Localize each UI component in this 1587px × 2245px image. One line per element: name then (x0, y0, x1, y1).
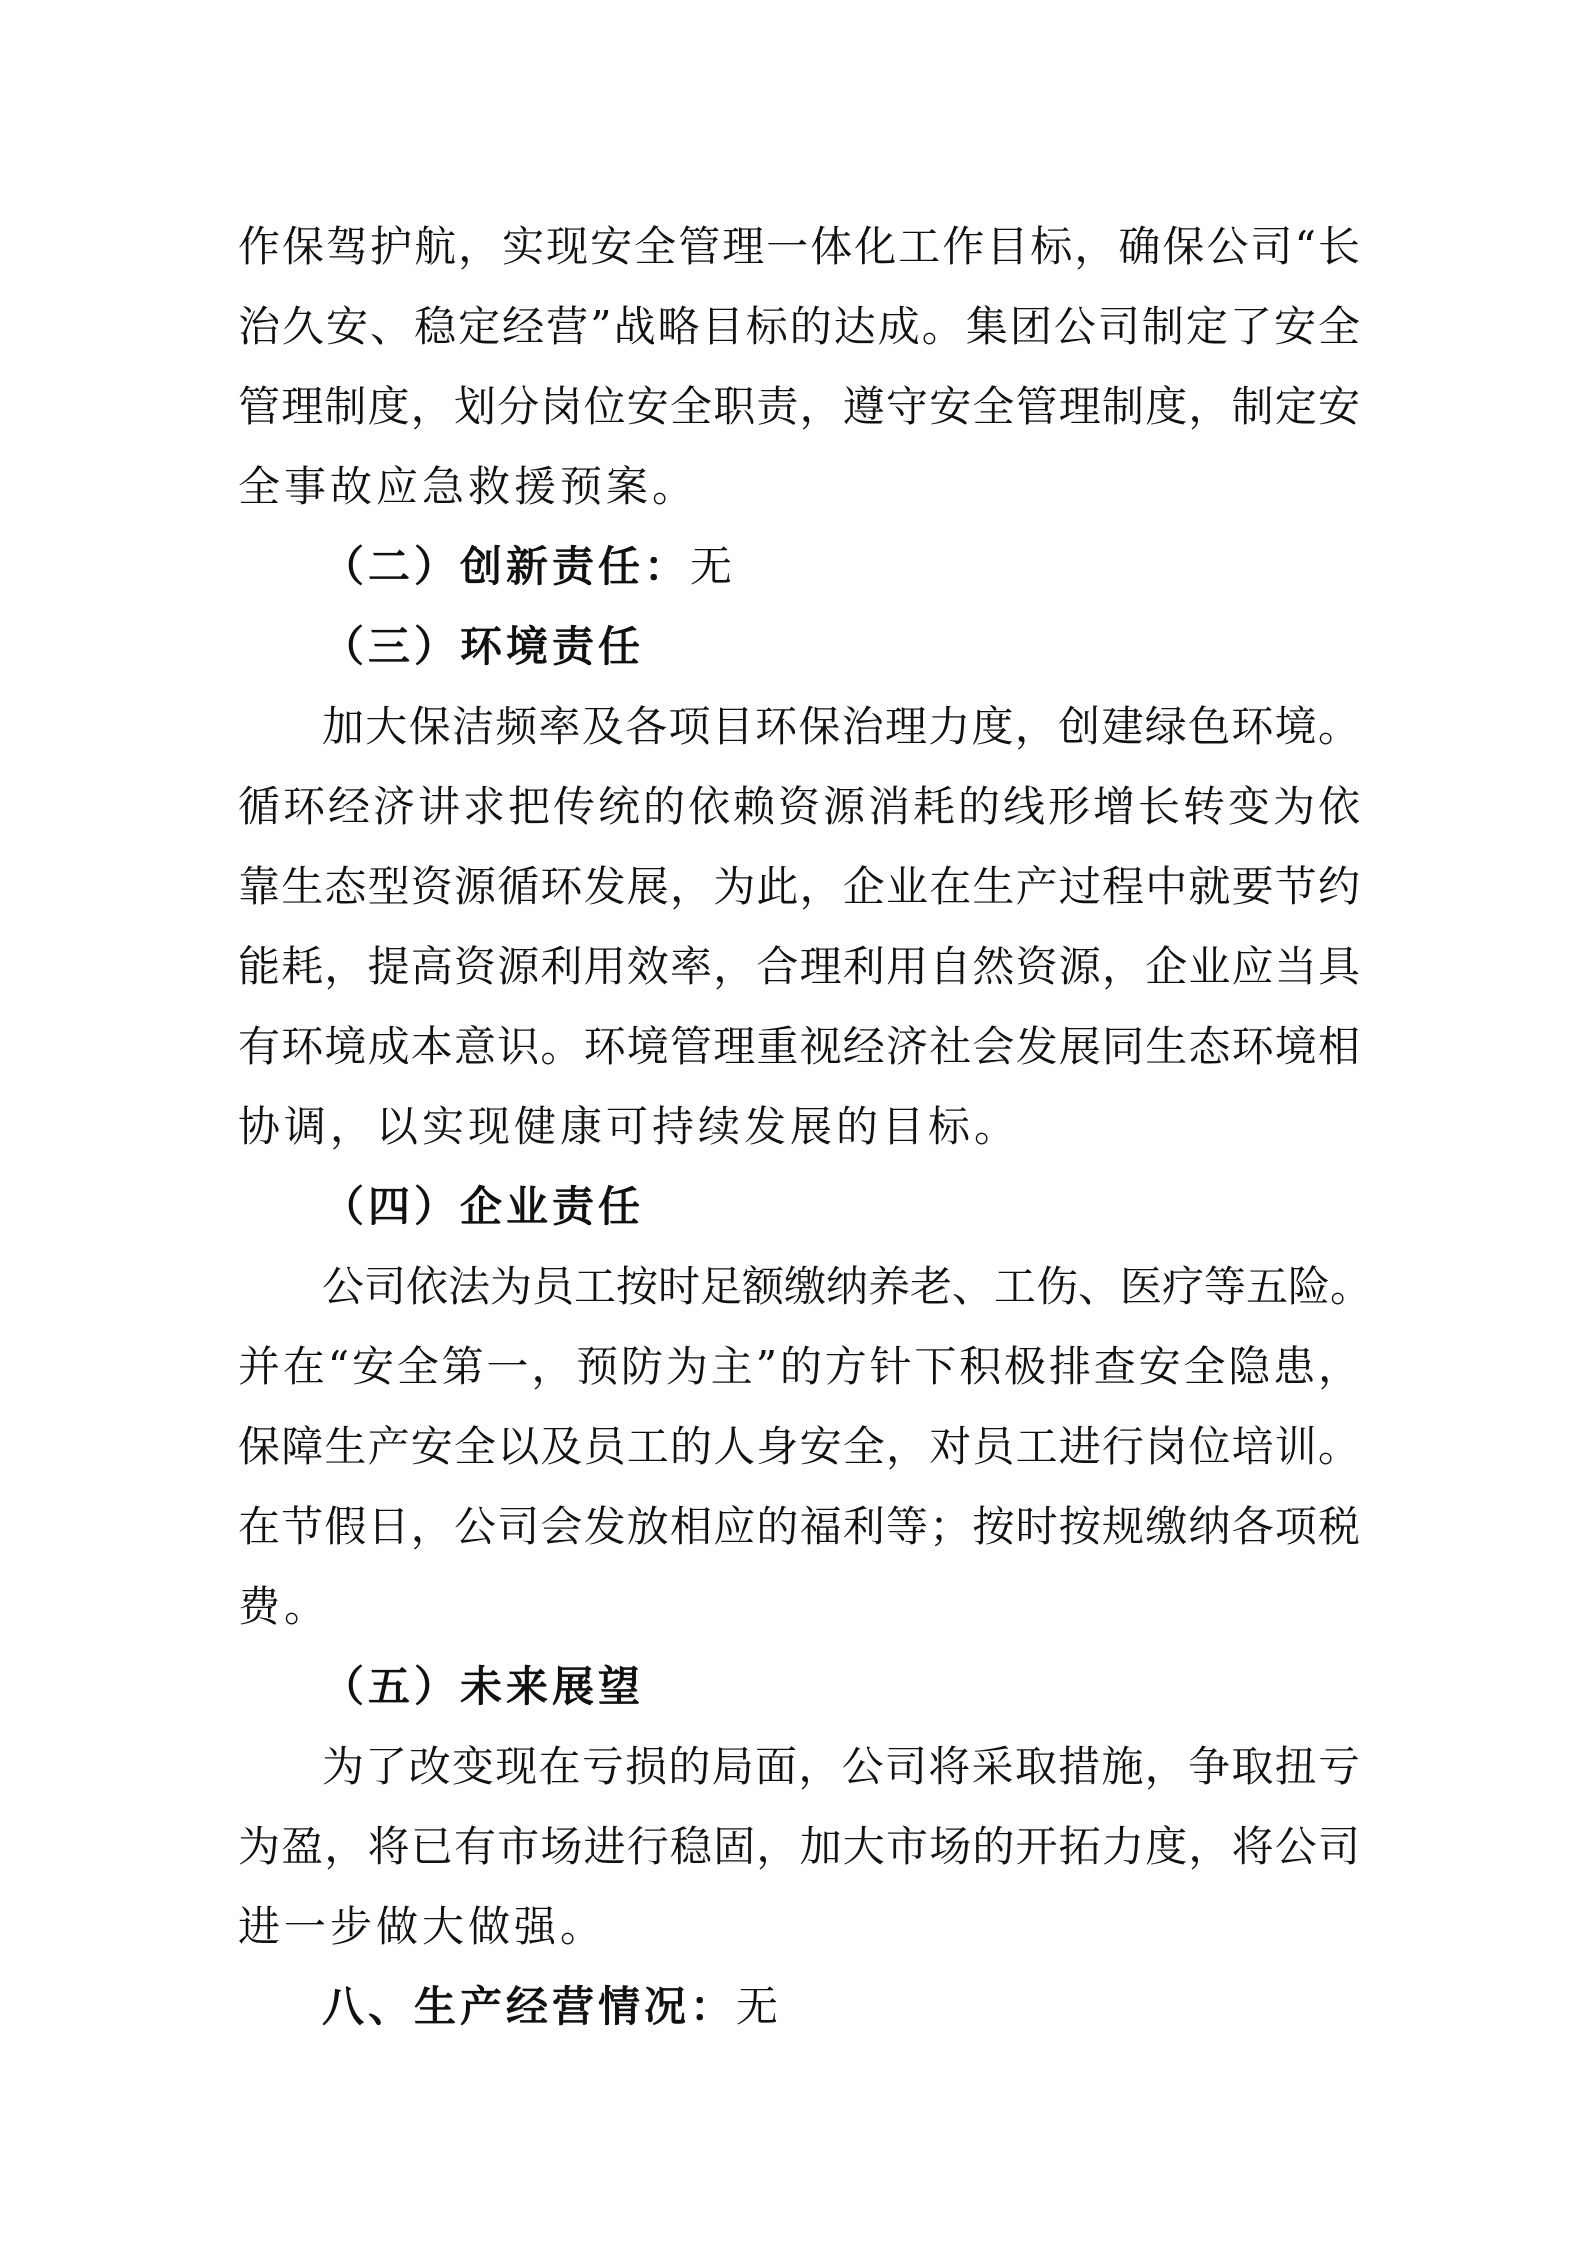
section-heading (238, 607, 1360, 687)
text-line: 保障生产安全以及员工的人身安全，对员工进行岗位培训。 (238, 1422, 1360, 1471)
heading-value: 无 (736, 1982, 783, 2031)
text-line: 全事故应急救援预案。 (238, 462, 699, 511)
text-line: 为盈，将已有市场进行稳固，加大市场的开拓力度，将公司 (238, 1822, 1360, 1871)
text-line: 治久安、稳定经营”战略目标的达成。集团公司制定了安全 (238, 302, 1360, 351)
text-line: 费。 (238, 1582, 331, 1631)
text-line: 加大保洁频率及各项目环保治理力度，创建绿色环境。 (322, 702, 1360, 751)
text-line: 管理制度，划分岗位安全职责，遵守安全管理制度，制定安 (238, 382, 1360, 431)
text-line: 并在“安全第一，预防为主”的方针下积极排查安全隐患， (238, 1342, 1360, 1391)
text-line: 有环境成本意识。环境管理重视经济社会发展同生态环境相 (238, 1022, 1360, 1071)
text-line: 循环经济讲求把传统的依赖资源消耗的线形增长转变为依 (238, 782, 1360, 831)
heading-label: （五）未来展望 (322, 1662, 645, 1711)
heading-label: （四）企业责任 (322, 1182, 645, 1231)
section-heading (238, 1647, 1360, 1727)
section-heading (238, 527, 1360, 607)
heading-label: （三）环境责任 (322, 622, 645, 671)
text-line: 为了改变现在亏损的局面，公司将采取措施，争取扭亏 (322, 1742, 1360, 1791)
section-heading (238, 1967, 1360, 2047)
section-heading (238, 1167, 1360, 1247)
heading-value: 无 (690, 542, 737, 591)
heading-label: （二）创新责任： (322, 542, 691, 591)
text-line: 靠生态型资源循环发展，为此，企业在生产过程中就要节约 (238, 862, 1360, 911)
text-line: 能耗，提高资源利用效率，合理利用自然资源，企业应当具 (238, 942, 1360, 991)
text-line: 进一步做大做强。 (238, 1902, 607, 1951)
text-line: 作保驾护航，实现安全管理一体化工作目标，确保公司“长 (238, 222, 1360, 271)
text-line: 协调，以实现健康可持续发展的目标。 (238, 1102, 1021, 1151)
text-line: 公司依法为员工按时足额缴纳养老、工伤、医疗等五险。 (322, 1262, 1373, 1311)
heading-label: 八、生产经营情况： (322, 1982, 737, 2031)
text-line: 在节假日，公司会发放相应的福利等；按时按规缴纳各项税 (238, 1502, 1360, 1551)
document-body (238, 207, 1373, 2047)
